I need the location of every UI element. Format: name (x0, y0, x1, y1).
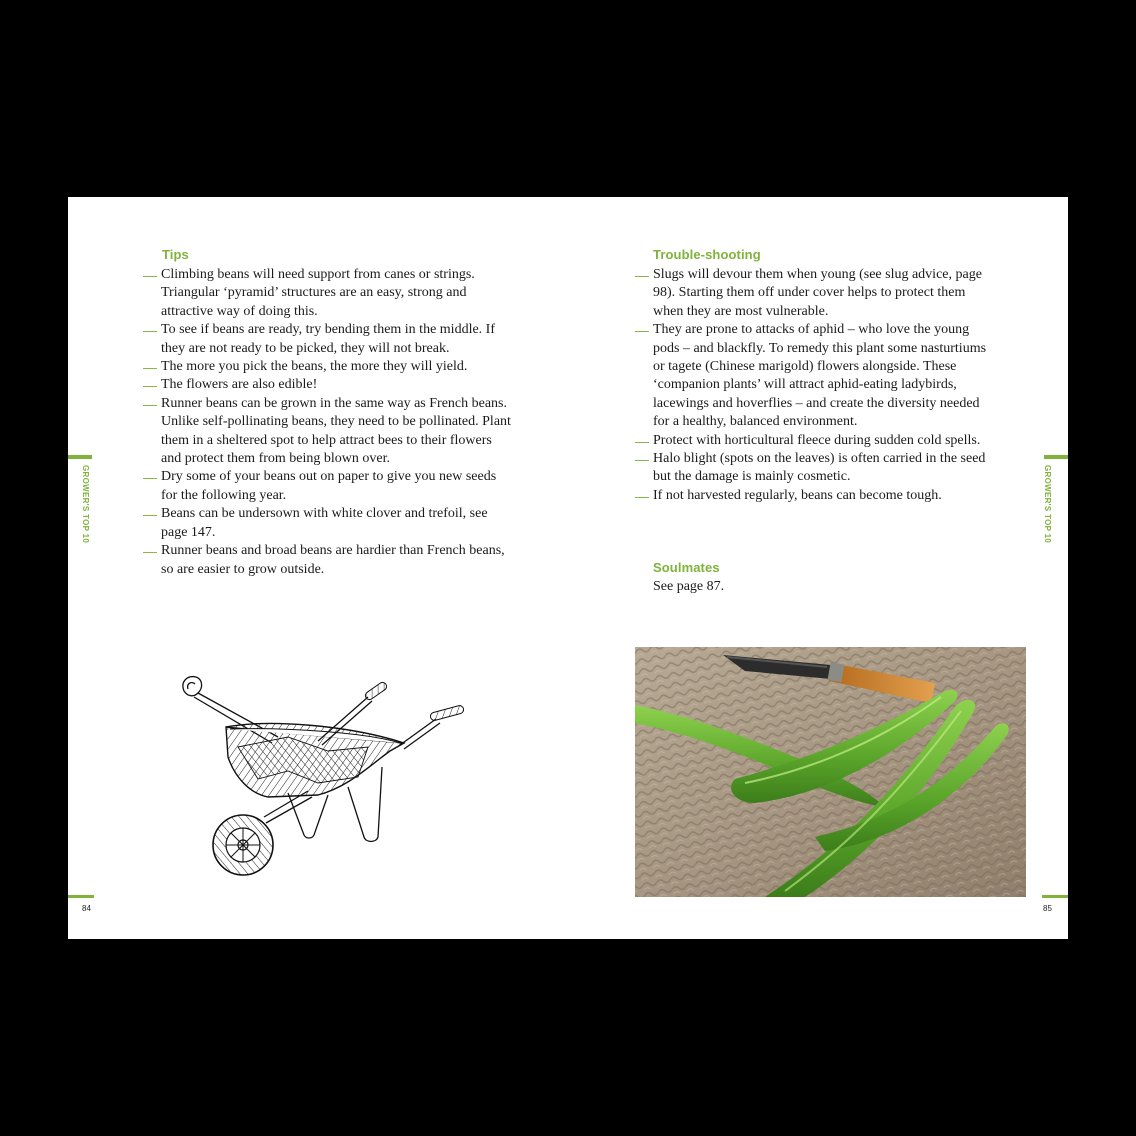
tips-item: — The flowers are also edible! (143, 377, 318, 394)
tips-item: — To see if beans are ready, try bending them in the middle. If they are not ready to be picked, they will not break. (143, 322, 495, 356)
tips-item: — Runner beans and broad beans are hardier than French beans, so are easier to grow outside. (143, 543, 505, 577)
section-tab-marker (68, 455, 92, 459)
trouble-item: — Halo blight (spots on the leaves) is often carried in the seed but the damage is mainly cosmetic. (635, 451, 986, 485)
trouble-item: — Protect with horticultural fleece during sudden cold spells. (635, 432, 981, 449)
beans-photo (635, 647, 1026, 897)
left-page (68, 197, 568, 939)
trouble-shooting-list (635, 266, 995, 505)
book-spread (68, 197, 1068, 939)
tips-item: — The more you pick the beans, the more they will yield. (143, 359, 468, 376)
right-page (568, 197, 1068, 939)
trouble-item: — They are prone to attacks of aphid – who love the young pods – and blackfly. To remedy this plant some nasturtiums or tagete (Chinese marigold) flowers alongside. These ‘companion plants’ will attract aphid-eating ladybirds, lacewings and hoverflies – and create the diversity needed for a healthy, balanced environment. (635, 322, 987, 430)
folio-rule (1042, 895, 1068, 898)
wheelbarrow-illustration (168, 667, 478, 877)
page-number: 85 (1043, 904, 1052, 913)
trouble-item: — If not harvested regularly, beans can become tough. (635, 487, 942, 504)
tips-list (143, 266, 513, 579)
tips-item: — Dry some of your beans out on paper to give you new seeds for the following year. (143, 469, 497, 503)
section-side-label: GROWER'S TOP 10 (1043, 465, 1052, 544)
page-number: 84 (82, 904, 91, 913)
tips-item: — Runner beans can be grown in the same way as French beans. Unlike self-pollinating beans, they need to be pollinated. Plant them in a sheltered spot to help attract bees to their flowers and protect them from being blown over. (143, 395, 511, 467)
soulmates-heading: Soulmates (653, 560, 720, 575)
folio-rule (68, 895, 94, 898)
tips-item: — Beans can be undersown with white clover and trefoil, see page 147. (143, 506, 488, 540)
tips-item: — Climbing beans will need support from canes or strings. Triangular ‘pyramid’ structures are an easy, strong and attractive way of doing this. (143, 267, 475, 319)
tips-heading: Tips (162, 247, 189, 262)
soulmates-text: See page 87. (653, 579, 725, 594)
section-tab-marker (1044, 455, 1068, 459)
trouble-shooting-heading: Trouble-shooting (653, 247, 761, 262)
trouble-item: — Slugs will devour them when young (see slug advice, page 98). Starting them off under cover helps to protect them when they are most vulnerable. (635, 267, 982, 319)
section-side-label: GROWER'S TOP 10 (81, 465, 90, 544)
